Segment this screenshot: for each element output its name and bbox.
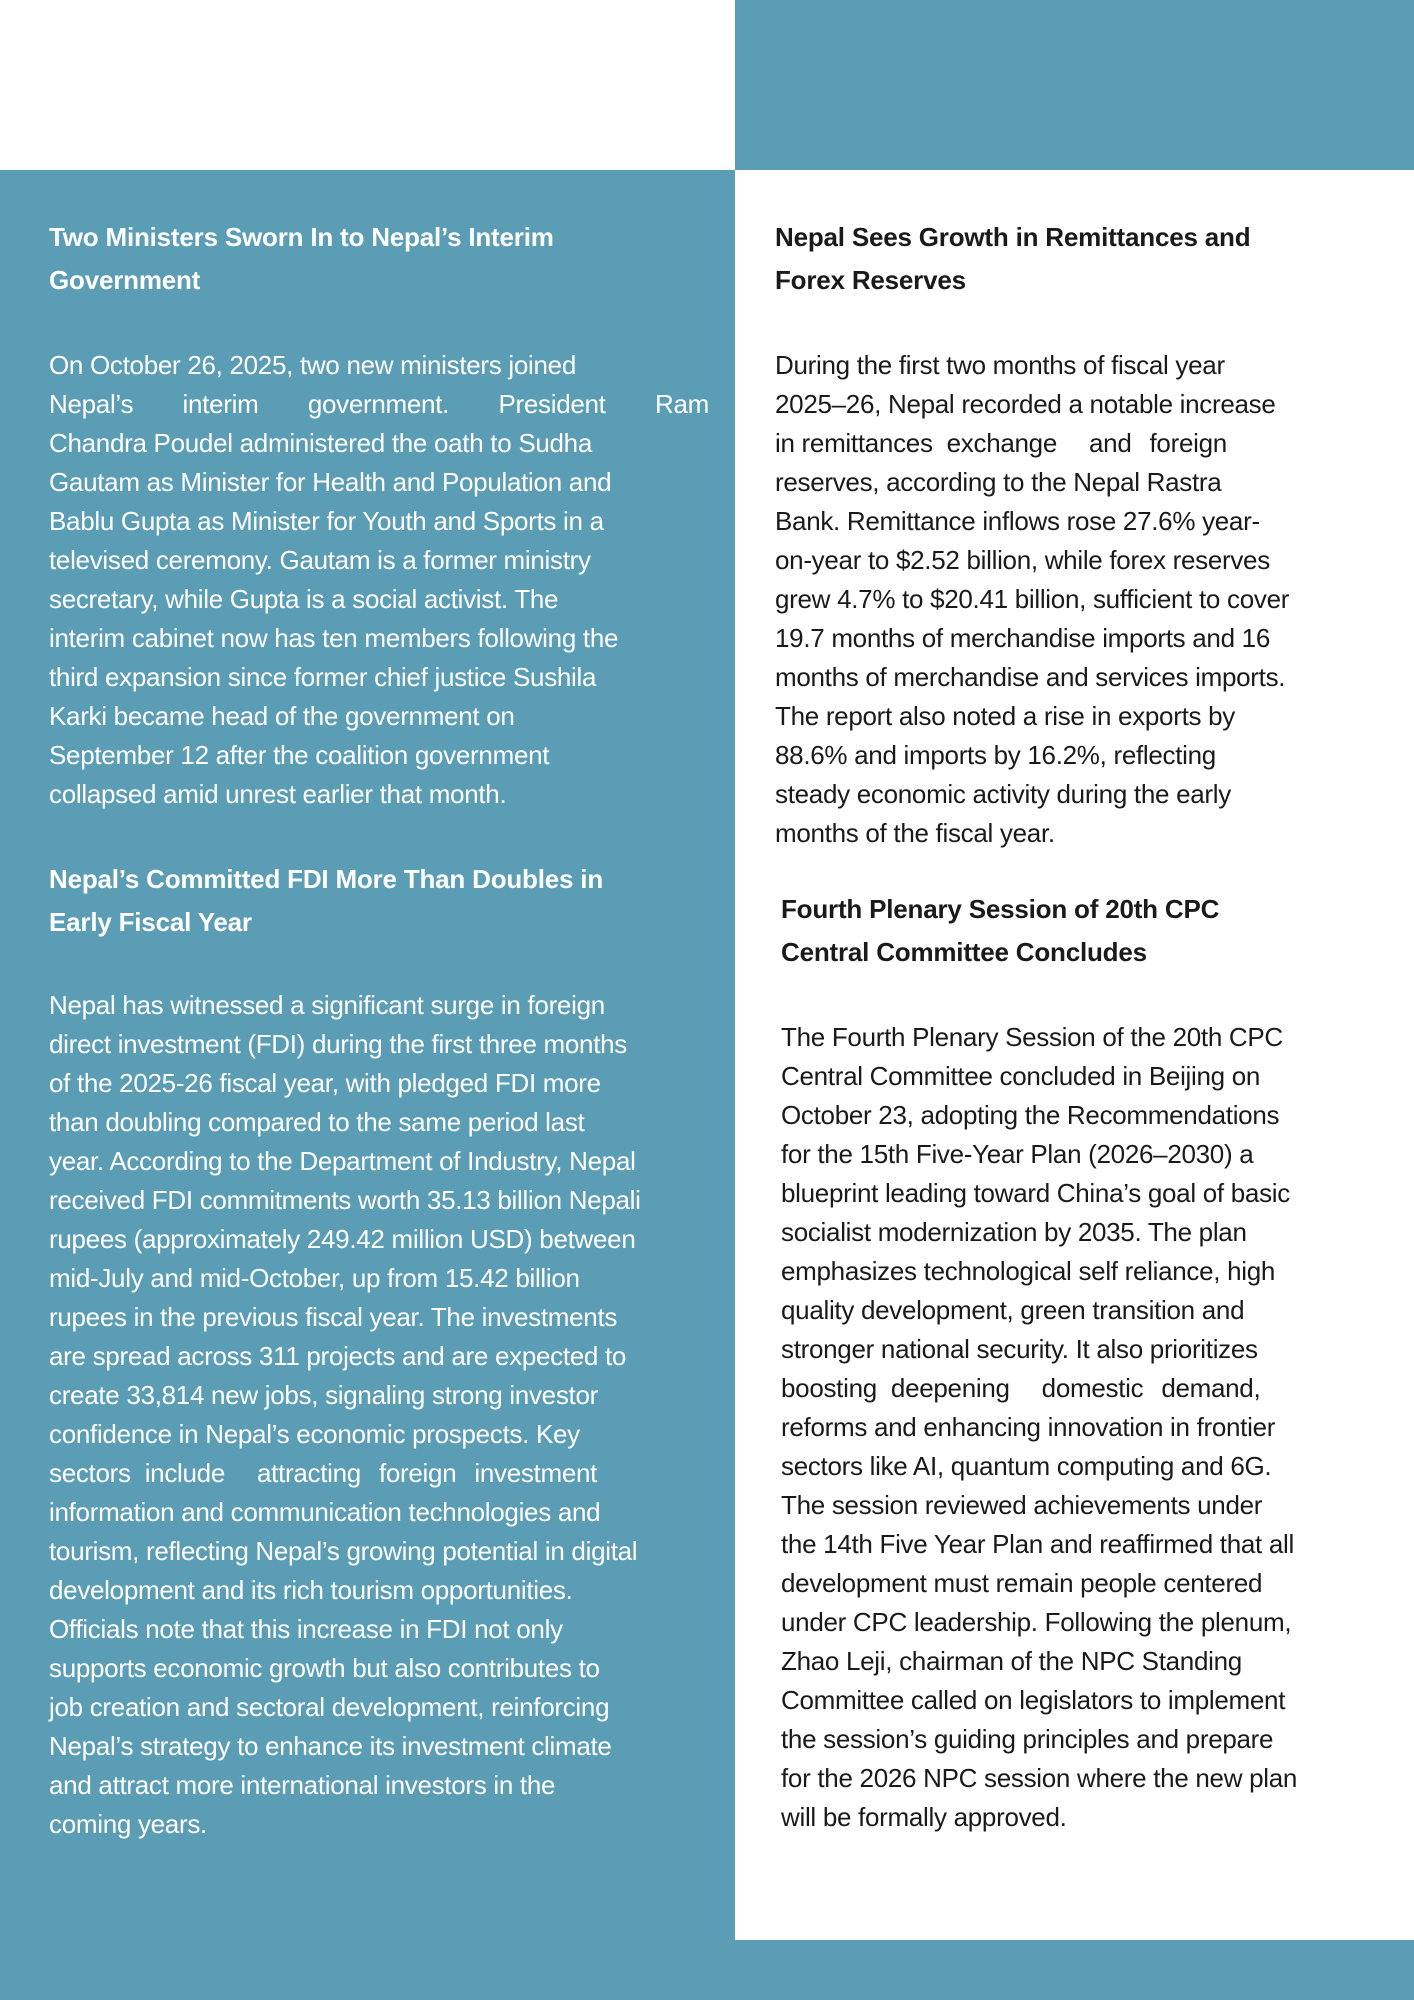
body-line: Bank. Remittance inflows rose 27.6% year- <box>775 506 1260 536</box>
body-line <box>775 424 1375 463</box>
article-body <box>49 346 709 814</box>
body-line: Officials note that this increase in FDI not only <box>49 1614 563 1644</box>
word: boosting <box>781 1373 877 1403</box>
body-line: the session’s guiding principles and prepare <box>781 1724 1274 1754</box>
body-line: Nepal has witnessed a significant surge in foreign <box>49 990 605 1020</box>
title-line: Early Fiscal Year <box>49 907 252 937</box>
article-cpc-plenary <box>781 888 1381 1837</box>
title-line: Two Ministers Sworn In to Nepal’s Interim <box>49 222 554 252</box>
body-line: Committee called on legislators to implement <box>781 1685 1286 1715</box>
article-body <box>775 346 1375 853</box>
body-line <box>49 1454 709 1493</box>
body-line: The session reviewed achievements under <box>781 1490 1263 1520</box>
body-line: Chandra Poudel administered the oath to Sudha <box>49 428 592 458</box>
article-title <box>775 216 1375 302</box>
body-line: reforms and enhancing innovation in frontier <box>781 1412 1276 1442</box>
word: in remittances <box>775 428 933 458</box>
body-line: reserves, according to the Nepal Rastra <box>775 467 1222 497</box>
body-line: 88.6% and imports by 16.2%, reflecting <box>775 740 1216 770</box>
right-column-lower <box>781 888 1381 1837</box>
body-line: the 14th Five Year Plan and reaffirmed that all <box>781 1529 1294 1559</box>
word: sectors <box>49 1458 131 1488</box>
body-line: tourism, reflecting Nepal’s growing potential in digital <box>49 1536 638 1566</box>
body-line: During the first two months of fiscal year <box>775 350 1225 380</box>
body-line: third expansion since former chief justice Sushila <box>49 662 597 692</box>
word: deepening <box>890 1373 1010 1403</box>
word: attracting <box>257 1458 361 1488</box>
body-line: sectors like AI, quantum computing and 6G. <box>781 1451 1272 1481</box>
body-line: are spread across 311 projects and are expected to <box>49 1341 627 1371</box>
word: exchange <box>946 428 1058 458</box>
body-line: months of merchandise and services imports. <box>775 662 1286 692</box>
body-line: 2025–26, Nepal recorded a notable increase <box>775 389 1276 419</box>
article-body <box>781 1018 1381 1837</box>
word: investment <box>474 1458 598 1488</box>
article-remittances-forex <box>775 216 1375 853</box>
body-line <box>781 1369 1381 1408</box>
word: Ram <box>655 389 709 419</box>
word: include <box>144 1458 225 1488</box>
body-line: October 23, adopting the Recommendations <box>781 1100 1280 1130</box>
word: demand, <box>1161 1373 1261 1403</box>
body-line: development and its rich tourism opportunities. <box>49 1575 573 1605</box>
article-body <box>49 986 709 1844</box>
title-line: Central Committee Concludes <box>781 937 1147 967</box>
body-line: Nepal’s strategy to enhance its investment climate <box>49 1731 612 1761</box>
body-line: The report also noted a rise in exports by <box>775 701 1235 731</box>
body-line: for the 15th Five-Year Plan (2026–2030) a <box>781 1139 1254 1169</box>
body-line <box>49 385 709 424</box>
word: Nepal’s <box>49 389 134 419</box>
word: interim <box>182 389 259 419</box>
title-line: Nepal’s Committed FDI More Than Doubles in <box>49 864 604 894</box>
body-line: job creation and sectoral development, reinforcing <box>49 1692 610 1722</box>
body-line: socialist modernization by 2035. The plan <box>781 1217 1247 1247</box>
body-line: televised ceremony. Gautam is a former ministry <box>49 545 591 575</box>
word: President <box>498 389 606 419</box>
body-line: year. According to the Department of Industry, Nepal <box>49 1146 636 1176</box>
article-ministers-sworn-in <box>49 216 709 814</box>
article-title <box>49 216 709 302</box>
bottom-right-banner <box>735 1940 1414 2000</box>
body-line: grew 4.7% to $20.41 billion, sufficient to cover <box>775 584 1290 614</box>
body-line: direct investment (FDI) during the first three months <box>49 1029 627 1059</box>
body-line: interim cabinet now has ten members following the <box>49 623 619 653</box>
body-line: and attract more international investors in the <box>49 1770 556 1800</box>
body-line: quality development, green transition and <box>781 1295 1245 1325</box>
body-line: rupees (approximately 249.42 million USD) between <box>49 1224 636 1254</box>
body-line: confidence in Nepal’s economic prospects. Key <box>49 1419 580 1449</box>
word: foreign <box>378 1458 457 1488</box>
body-line: create 33,814 new jobs, signaling strong investor <box>49 1380 598 1410</box>
body-line: 19.7 months of merchandise imports and 16 <box>775 623 1270 653</box>
title-line: Fourth Plenary Session of 20th CPC <box>781 894 1220 924</box>
body-line: mid-July and mid-October, up from 15.42 billion <box>49 1263 580 1293</box>
body-line: On October 26, 2025, two new ministers joined <box>49 350 577 380</box>
title-line: Government <box>49 265 201 295</box>
body-line: rupees in the previous fiscal year. The investments <box>49 1302 618 1332</box>
body-line: blueprint leading toward China’s goal of basic <box>781 1178 1290 1208</box>
body-line: for the 2026 NPC session where the new plan <box>781 1763 1298 1793</box>
article-title <box>49 858 709 944</box>
word: and <box>1089 428 1132 458</box>
body-line: supports economic growth but also contributes to <box>49 1653 600 1683</box>
body-line: emphasizes technological self reliance, high <box>781 1256 1276 1286</box>
word: government. <box>307 389 450 419</box>
body-line: development must remain people centered <box>781 1568 1263 1598</box>
article-fdi-doubles <box>49 858 709 1844</box>
body-line: Bablu Gupta as Minister for Youth and Sports in a <box>49 506 604 536</box>
body-line: Zhao Leji, chairman of the NPC Standing <box>781 1646 1242 1676</box>
body-line: Central Committee concluded in Beijing on <box>781 1061 1261 1091</box>
word: domestic <box>1041 1373 1144 1403</box>
body-line: steady economic activity during the early <box>775 779 1231 809</box>
article-title <box>781 888 1381 974</box>
body-line: will be formally approved. <box>781 1802 1067 1832</box>
body-line: Karki became head of the government on <box>49 701 515 731</box>
top-right-banner <box>735 0 1414 170</box>
body-line: on-year to $2.52 billion, while forex reserves <box>775 545 1270 575</box>
left-column <box>49 216 709 1844</box>
body-line: collapsed amid unrest earlier that month. <box>49 779 507 809</box>
body-line: of the 2025-26 fiscal year, with pledged FDI more <box>49 1068 601 1098</box>
body-line: under CPC leadership. Following the plenum, <box>781 1607 1292 1637</box>
body-line: information and communication technologies and <box>49 1497 601 1527</box>
body-line: secretary, while Gupta is a social activist. The <box>49 584 559 614</box>
body-line: received FDI commitments worth 35.13 billion Nepali <box>49 1185 641 1215</box>
right-column-upper <box>775 216 1375 853</box>
body-line: months of the fiscal year. <box>775 818 1055 848</box>
title-line: Forex Reserves <box>775 265 966 295</box>
body-line: September 12 after the coalition government <box>49 740 550 770</box>
title-line: Nepal Sees Growth in Remittances and <box>775 222 1251 252</box>
body-line: stronger national security. It also prioritizes <box>781 1334 1258 1364</box>
body-line: than doubling compared to the same period last <box>49 1107 585 1137</box>
word: foreign <box>1149 428 1227 458</box>
body-line: Gautam as Minister for Health and Population and <box>49 467 612 497</box>
body-line: The Fourth Plenary Session of the 20th CPC <box>781 1022 1283 1052</box>
body-line: coming years. <box>49 1809 207 1839</box>
